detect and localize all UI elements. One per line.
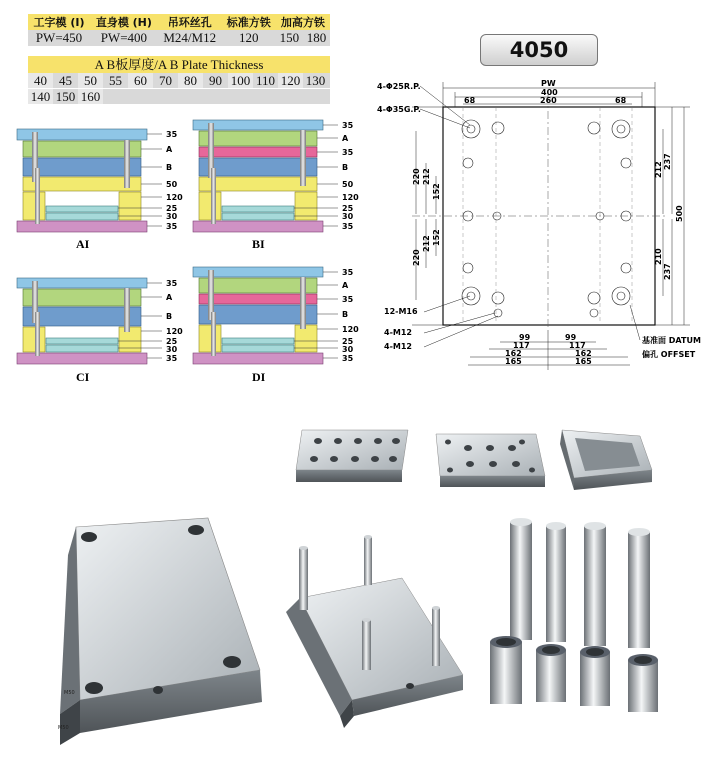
mold-label: 50	[342, 180, 354, 189]
dim-left: 212	[422, 235, 431, 252]
mold-label: 35	[166, 354, 178, 363]
mold-label: 120	[342, 325, 359, 334]
photo-plate-with-pins	[286, 535, 463, 728]
mold-label: 35	[342, 268, 354, 277]
mold-labels-ai	[166, 130, 183, 231]
spec-value: 150	[276, 30, 303, 46]
mold-label: 25	[342, 337, 354, 346]
spec-header: 吊环丝孔	[158, 14, 222, 30]
mold-label: 35	[166, 279, 178, 288]
callout-gp: 4-Φ35G.P.	[377, 105, 421, 114]
thickness-cell: 80	[178, 73, 203, 88]
dim-bottom: 162	[505, 349, 522, 358]
thickness-cell: 140	[28, 89, 53, 104]
mold-label: B	[342, 163, 349, 172]
mold-label: 35	[342, 295, 354, 304]
mold-label: B	[342, 310, 349, 319]
dim-left: 220	[412, 249, 421, 266]
dim-68-left: 68	[464, 96, 476, 105]
datum-label: 基准面 DATUM	[642, 336, 701, 345]
thickness-cell: 120	[278, 73, 303, 88]
thickness-cell: 55	[109, 73, 122, 88]
dim-260: 260	[540, 96, 557, 105]
thickness-cell: 130	[305, 73, 326, 88]
thickness-cell: 160	[78, 89, 103, 104]
dim-bottom: 162	[575, 349, 592, 358]
photo-plate-small-1	[296, 430, 408, 482]
model-badge: 4050	[480, 34, 598, 66]
mold-label: 35	[166, 222, 178, 231]
thickness-cell: 45	[59, 73, 72, 88]
mold-label: A	[342, 134, 349, 143]
spec-header: 加高方铁	[276, 14, 330, 30]
mold-label: B	[166, 312, 173, 321]
mold-caption-ci: CI	[76, 370, 90, 384]
thickness-cell: 70	[159, 73, 172, 88]
mold-labels-di	[342, 268, 359, 363]
dim-pw: PW	[541, 79, 556, 88]
dim-right: 237	[663, 263, 672, 280]
dim-bottom: 99	[519, 333, 531, 342]
dim-left: 152	[432, 183, 441, 200]
photo-plate-large	[58, 518, 262, 745]
mold-label: 50	[166, 180, 178, 189]
mold-label: 30	[166, 345, 178, 354]
dim-right: 210	[654, 248, 663, 265]
dim-bottom: 165	[505, 357, 522, 366]
mold-label: A	[166, 293, 173, 302]
spec-header: 标准方铁	[222, 14, 276, 30]
thickness-cell: 40	[28, 73, 53, 88]
plate-stamp: M50	[64, 690, 75, 696]
mold-diagram-ci	[17, 278, 162, 364]
dim-bottom: 117	[513, 341, 530, 350]
mold-label: A	[166, 145, 173, 154]
mold-labels-bi	[342, 121, 359, 231]
mold-label: 35	[342, 354, 354, 363]
mold-label: A	[342, 281, 349, 290]
mold-diagram-bi	[193, 120, 338, 232]
mold-label: 25	[166, 204, 178, 213]
mold-label: B	[166, 163, 173, 172]
callout-rp: 4-Φ25R.P.	[377, 82, 421, 91]
mold-label: 35	[342, 222, 354, 231]
mold-caption-bi: BI	[252, 237, 265, 251]
plate-drawing	[412, 82, 690, 370]
thickness-cell: 150	[55, 89, 76, 104]
photo-guide-pins	[510, 518, 650, 648]
photo-frame-plate	[560, 430, 652, 490]
mold-caption-ai: AI	[76, 237, 90, 251]
mold-label: 30	[342, 212, 354, 221]
mold-label: 35	[166, 130, 178, 139]
mold-label: 120	[166, 327, 183, 336]
dim-bottom: 165	[575, 357, 592, 366]
dim-right: 500	[675, 205, 684, 222]
photo-plate-small-2	[436, 434, 545, 487]
mold-labels-ci	[166, 279, 183, 363]
mold-label: 120	[342, 193, 359, 202]
callout-m12: 4-M12	[384, 342, 412, 351]
dim-left: 152	[432, 229, 441, 246]
spec-value: PW=400	[90, 30, 158, 46]
dim-right: 237	[663, 153, 672, 170]
spec-header: 工字模 (I)	[28, 14, 90, 30]
dim-bottom: 117	[569, 341, 586, 350]
mold-label: 30	[166, 212, 178, 221]
spec-value: 120	[222, 30, 276, 46]
dim-400: 400	[541, 88, 558, 97]
drawing-labels	[377, 79, 701, 366]
mold-caption-di: DI	[252, 370, 266, 384]
mold-label: 35	[342, 148, 354, 157]
mold-label: 25	[166, 337, 178, 346]
mold-label: 120	[166, 193, 183, 202]
callout-m12: 4-M12	[384, 328, 412, 337]
spec-value: 180	[303, 30, 330, 46]
mold-diagram-ai	[17, 129, 162, 232]
dim-bottom: 99	[565, 333, 577, 342]
dim-left: 220	[412, 168, 421, 185]
spec-value: M24/M12	[158, 30, 222, 46]
callout-m16: 12-M16	[384, 307, 418, 316]
mold-diagram-di	[193, 267, 338, 364]
dim-68-right: 68	[615, 96, 627, 105]
spec-value: PW=450	[28, 30, 90, 46]
thickness-cell: 90	[209, 73, 222, 88]
spec-header: 直身模 (H)	[90, 14, 158, 30]
thickness-cell: 110	[255, 73, 276, 88]
mold-label: 25	[342, 204, 354, 213]
thickness-title: A B板厚度/A B Plate Thickness	[28, 56, 330, 73]
mold-label: 30	[342, 345, 354, 354]
mold-label: 35	[342, 121, 354, 130]
thickness-cell: 100	[228, 73, 253, 88]
dim-left: 212	[422, 168, 431, 185]
thickness-cell: 50	[78, 73, 103, 88]
thickness-cell: 60	[128, 73, 153, 88]
dim-right: 212	[654, 161, 663, 178]
offset-label: 偏孔 OFFSET	[642, 350, 696, 359]
plate-stamp: M50	[58, 725, 69, 731]
